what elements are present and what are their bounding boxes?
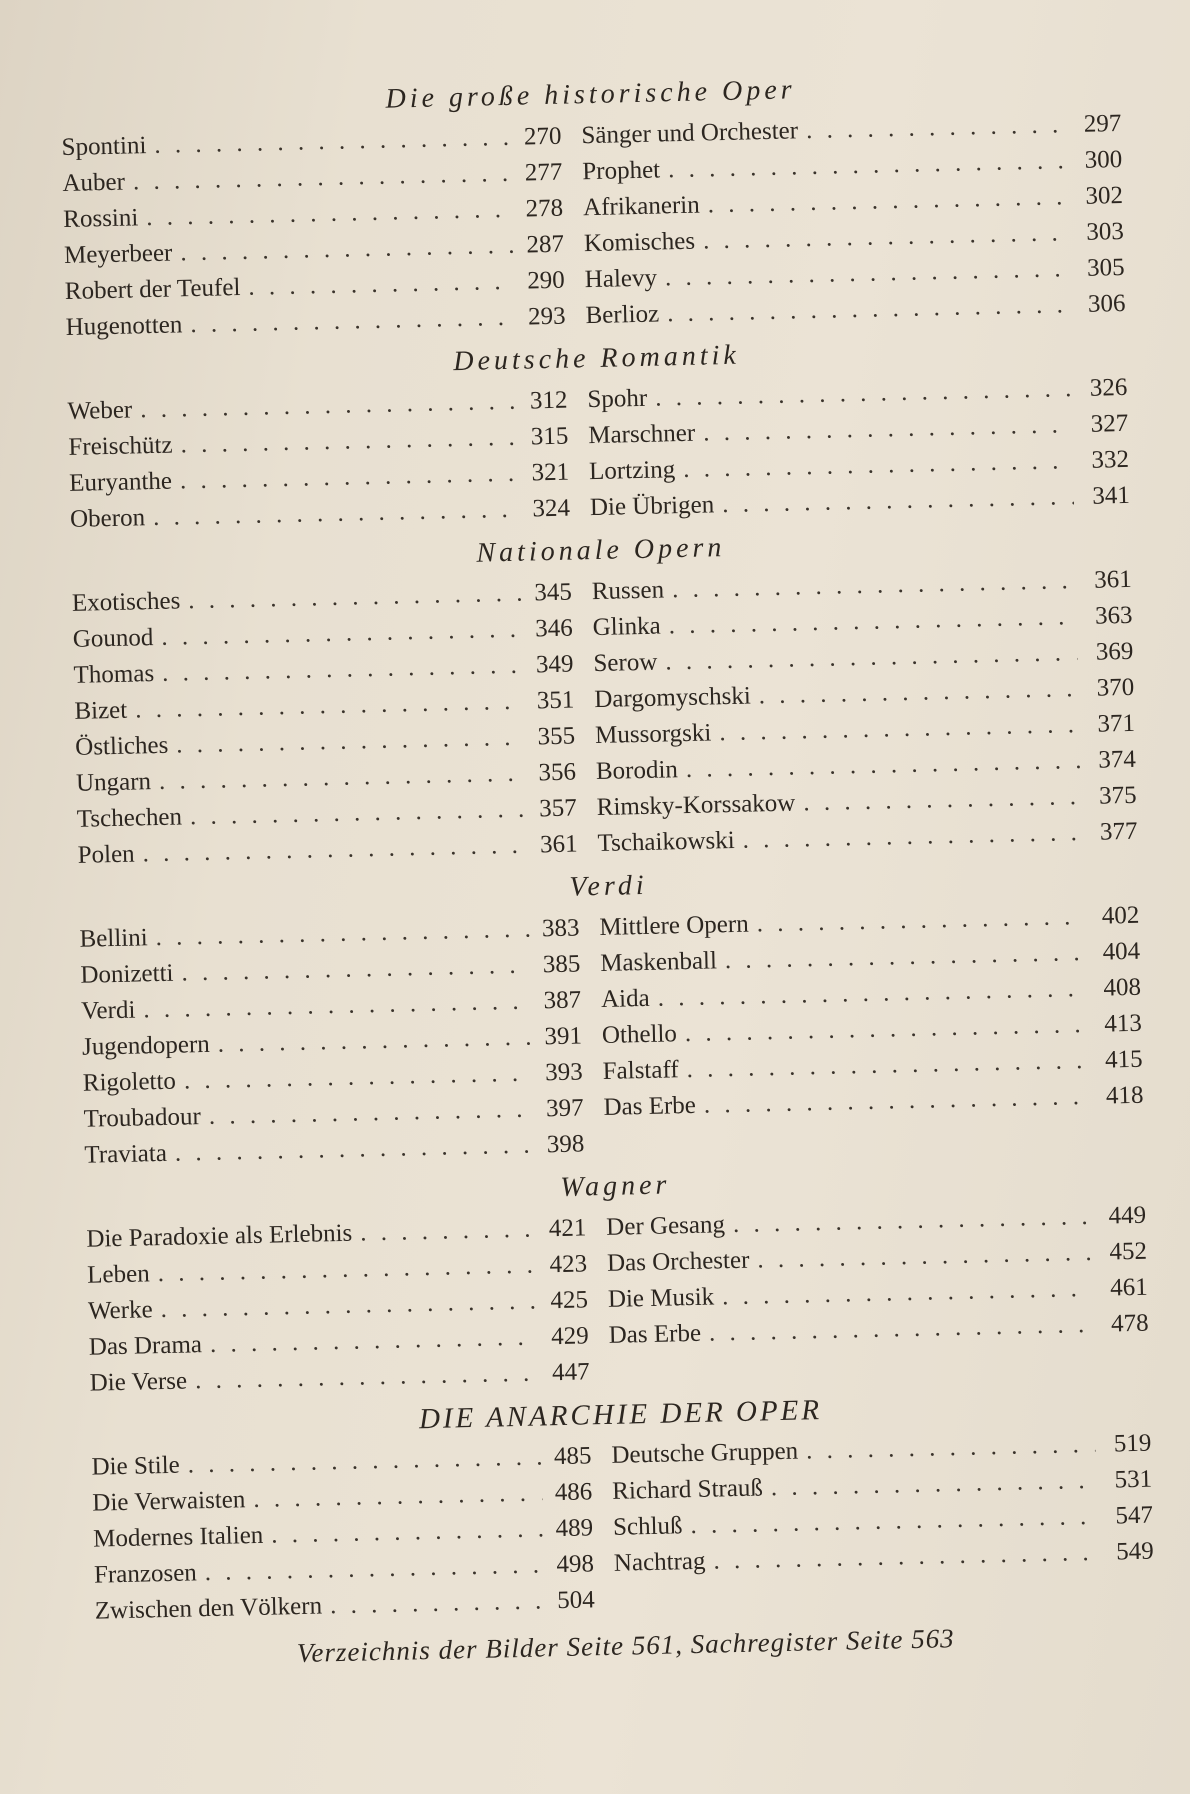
page-number: 277 — [524, 158, 563, 187]
page-number: 531 — [1114, 1465, 1153, 1494]
entry-title: Dargomyschski — [593, 682, 752, 714]
right-column — [587, 370, 1130, 526]
dot-leader — [709, 1307, 1093, 1352]
dot-leader — [174, 1128, 534, 1172]
entry-title: Rimsky-Korssakow — [596, 789, 796, 822]
entry-title: Modernes Italien — [92, 1521, 264, 1553]
left-column — [61, 119, 566, 346]
page-number: 387 — [543, 986, 582, 1015]
page-number: 413 — [1103, 1009, 1143, 1038]
page-number: 361 — [539, 830, 578, 859]
entry-title: Borodin — [595, 756, 679, 786]
page-number: 383 — [541, 914, 580, 943]
entry-title: Serow — [593, 648, 658, 678]
page-number: 300 — [1084, 145, 1123, 174]
page-number: 287 — [526, 230, 565, 259]
section-columns — [86, 1198, 1150, 1402]
page-number: 418 — [1105, 1081, 1144, 1110]
entry-title: Troubadour — [83, 1103, 202, 1133]
entry-title: Auber — [62, 168, 126, 197]
page-number: 326 — [1089, 373, 1128, 402]
page-number: 332 — [1091, 445, 1130, 474]
page-number: 498 — [556, 1550, 595, 1579]
page-number: 374 — [1097, 745, 1137, 774]
page-number: 355 — [537, 722, 576, 751]
dot-leader — [153, 492, 521, 536]
entry-title: Ungarn — [75, 768, 152, 797]
entry-title: Weber — [67, 396, 133, 425]
entry-title: Das Erbe — [603, 1091, 697, 1121]
page-number: 315 — [530, 422, 569, 451]
page-number: 486 — [554, 1478, 593, 1507]
dot-leader — [195, 1355, 540, 1399]
entry-title: Halevy — [584, 264, 658, 294]
dot-leader — [742, 815, 1082, 859]
page-number: 270 — [523, 122, 562, 151]
page-number: 290 — [526, 266, 566, 295]
entry-title: Donizetti — [80, 959, 174, 989]
page-number: 341 — [1091, 481, 1131, 510]
dot-leader — [360, 1212, 537, 1252]
page-number: 371 — [1097, 709, 1136, 738]
entry-title: Bizet — [74, 696, 128, 725]
page-number: 306 — [1087, 289, 1126, 318]
page-number: 356 — [538, 758, 577, 787]
entry-title: Glinka — [592, 612, 661, 642]
entry-title: Jugendopern — [81, 1030, 211, 1061]
page-number: 549 — [1115, 1537, 1155, 1566]
page-number: 312 — [529, 386, 568, 415]
section-title: DIE ANARCHIE DER OPER — [418, 1394, 823, 1436]
toc-section — [60, 60, 1126, 346]
entry-title: Polen — [77, 840, 135, 869]
right-column — [591, 562, 1137, 862]
entry-title: Sänger und Orchester — [581, 117, 799, 150]
page-number: 504 — [556, 1586, 596, 1615]
entry-title: Der Gesang — [605, 1211, 726, 1241]
page-number: 293 — [527, 302, 566, 331]
page-number: 305 — [1086, 253, 1125, 282]
entry-title: Oberon — [69, 504, 146, 533]
page-number: 361 — [1093, 565, 1133, 594]
dot-leader — [703, 1079, 1087, 1124]
page-number: 385 — [542, 950, 581, 979]
page-number: 478 — [1110, 1309, 1149, 1338]
entry-title: Schluß — [612, 1512, 683, 1541]
entry-title: Die Übrigen — [589, 491, 715, 522]
page-number: 429 — [550, 1322, 590, 1351]
entry-title: Komisches — [583, 227, 696, 258]
section-title: Die große historische Oper — [385, 74, 796, 115]
entry-title: Richard Strauß — [611, 1474, 764, 1505]
section-title: Wagner — [559, 1169, 671, 1203]
page-number: 423 — [549, 1250, 588, 1279]
right-column — [606, 1198, 1150, 1390]
entry-title: Die Musik — [607, 1283, 715, 1313]
page-number: 408 — [1103, 973, 1142, 1002]
entry-title: Franzosen — [93, 1559, 198, 1589]
page-number: 345 — [534, 578, 573, 607]
left-column — [91, 1438, 595, 1629]
entry-title: Mussorgski — [594, 719, 712, 750]
entry-title: Euryanthe — [68, 467, 173, 497]
page-number: 349 — [535, 650, 574, 679]
page-number: 351 — [536, 686, 575, 715]
page-number: 421 — [548, 1214, 587, 1243]
page-number: 397 — [545, 1094, 584, 1123]
left-column — [67, 383, 570, 538]
page-number: 357 — [538, 794, 578, 823]
entry-title: Tschechen — [76, 803, 183, 833]
footer-note: Verzeichnis der Bilder Seite 561, Sachregister Seite 563 — [296, 1623, 955, 1669]
page-number: 402 — [1101, 901, 1140, 930]
dot-leader — [271, 1511, 544, 1553]
table-of-contents — [60, 58, 1156, 1680]
page-number: 461 — [1109, 1273, 1149, 1302]
section-columns — [91, 1426, 1155, 1630]
entry-title: Rigoletto — [82, 1067, 177, 1097]
dot-leader — [142, 828, 528, 873]
entry-title: Spohr — [587, 384, 648, 414]
dot-leader — [713, 1535, 1098, 1580]
section-title: Nationale Opern — [476, 532, 726, 569]
entry-title: Die Verwaisten — [92, 1486, 246, 1517]
page-number: 449 — [1108, 1201, 1147, 1230]
page-number: 425 — [550, 1286, 589, 1315]
toc-section — [78, 852, 1144, 1174]
page-number: 303 — [1086, 217, 1125, 246]
page-number: 324 — [532, 494, 571, 523]
left-column — [72, 575, 578, 874]
entry-title: Nachtrag — [613, 1547, 706, 1577]
entry-title: Das Orchester — [606, 1246, 750, 1277]
entry-title: Leben — [86, 1260, 150, 1289]
page-number: 489 — [555, 1514, 594, 1543]
entry-title: Lortzing — [588, 456, 676, 486]
page-number: 302 — [1085, 181, 1124, 210]
page-number: 369 — [1095, 637, 1134, 666]
toc-section — [71, 516, 1138, 874]
section-title: Deutsche Romantik — [452, 339, 741, 378]
toc-section — [66, 324, 1130, 538]
entry-title: Hugenotten — [65, 311, 183, 341]
entry-title: Spontini — [61, 132, 147, 162]
page-number: 363 — [1094, 601, 1133, 630]
entry-title: Othello — [601, 1020, 678, 1049]
entry-title: Berlioz — [585, 300, 660, 330]
entry-title: Afrikanerin — [582, 191, 701, 222]
dot-leader — [248, 264, 515, 306]
entry-title: Meyerbeer — [63, 239, 173, 269]
left-column — [79, 910, 585, 1173]
page-number: 404 — [1102, 937, 1141, 966]
page-number: 415 — [1104, 1045, 1143, 1074]
entry-title: Thomas — [73, 660, 155, 689]
dot-leader — [190, 300, 516, 343]
page-number: 485 — [553, 1442, 592, 1471]
entry-title: Marschner — [587, 419, 696, 450]
section-columns — [72, 562, 1138, 874]
page-number: 452 — [1109, 1237, 1148, 1266]
page-number: 447 — [551, 1358, 590, 1387]
entry-title: Die Stile — [91, 1451, 181, 1481]
entry-title: Werke — [87, 1296, 153, 1325]
entry-title: Traviata — [84, 1139, 168, 1169]
right-column — [599, 898, 1145, 1162]
page-number: 393 — [544, 1058, 584, 1087]
section-columns — [61, 106, 1126, 346]
dot-leader — [330, 1583, 545, 1624]
page-number: 327 — [1090, 409, 1129, 438]
dot-leader — [806, 107, 1066, 149]
entry-title: Robert der Teufel — [64, 273, 241, 305]
page-number: 370 — [1096, 673, 1135, 702]
entry-title: Deutsche Gruppen — [611, 1437, 799, 1469]
section-title: Verdi — [569, 869, 648, 903]
entry-title: Zwischen den Völkern — [94, 1592, 323, 1625]
entry-title: Maskenball — [599, 947, 718, 977]
page-number: 346 — [534, 614, 573, 643]
page-number: 375 — [1098, 781, 1137, 810]
page-number: 547 — [1115, 1501, 1154, 1530]
entry-title: Falstaff — [602, 1056, 679, 1085]
entry-title: Östliches — [74, 731, 169, 761]
right-column — [611, 1426, 1155, 1618]
entry-title: Rossini — [62, 204, 139, 233]
section-columns — [67, 370, 1130, 538]
right-column — [581, 106, 1126, 334]
entry-title: Verdi — [80, 996, 136, 1025]
entry-title: Tschaikowski — [597, 826, 735, 858]
entry-title: Das Drama — [88, 1331, 203, 1361]
page-number: 321 — [531, 458, 570, 487]
entry-title: Russen — [591, 576, 665, 606]
section-columns — [79, 898, 1144, 1174]
page-number: 398 — [546, 1130, 585, 1159]
entry-title: Gounod — [72, 624, 154, 653]
entry-title: Die Verse — [89, 1367, 188, 1397]
entry-title: Exotisches — [71, 587, 181, 617]
entry-title: Freischütz — [68, 431, 173, 461]
entry-title: Das Erbe — [608, 1319, 702, 1349]
page-number: 519 — [1113, 1429, 1152, 1458]
page-number: 377 — [1099, 817, 1138, 846]
dot-leader — [722, 479, 1074, 523]
toc-section — [85, 1152, 1150, 1402]
page-number: 391 — [544, 1022, 583, 1051]
entry-title: Mittlere Opern — [599, 910, 749, 942]
page-number: 278 — [525, 194, 564, 223]
entry-title: Aida — [600, 984, 650, 1013]
entry-title: Bellini — [79, 924, 148, 953]
entry-title: Die Paradoxie als Erlebnis — [86, 1219, 353, 1253]
entry-title: Prophet — [581, 156, 661, 186]
left-column — [86, 1210, 590, 1401]
page-number: 297 — [1083, 109, 1122, 138]
toc-section — [90, 1380, 1155, 1630]
